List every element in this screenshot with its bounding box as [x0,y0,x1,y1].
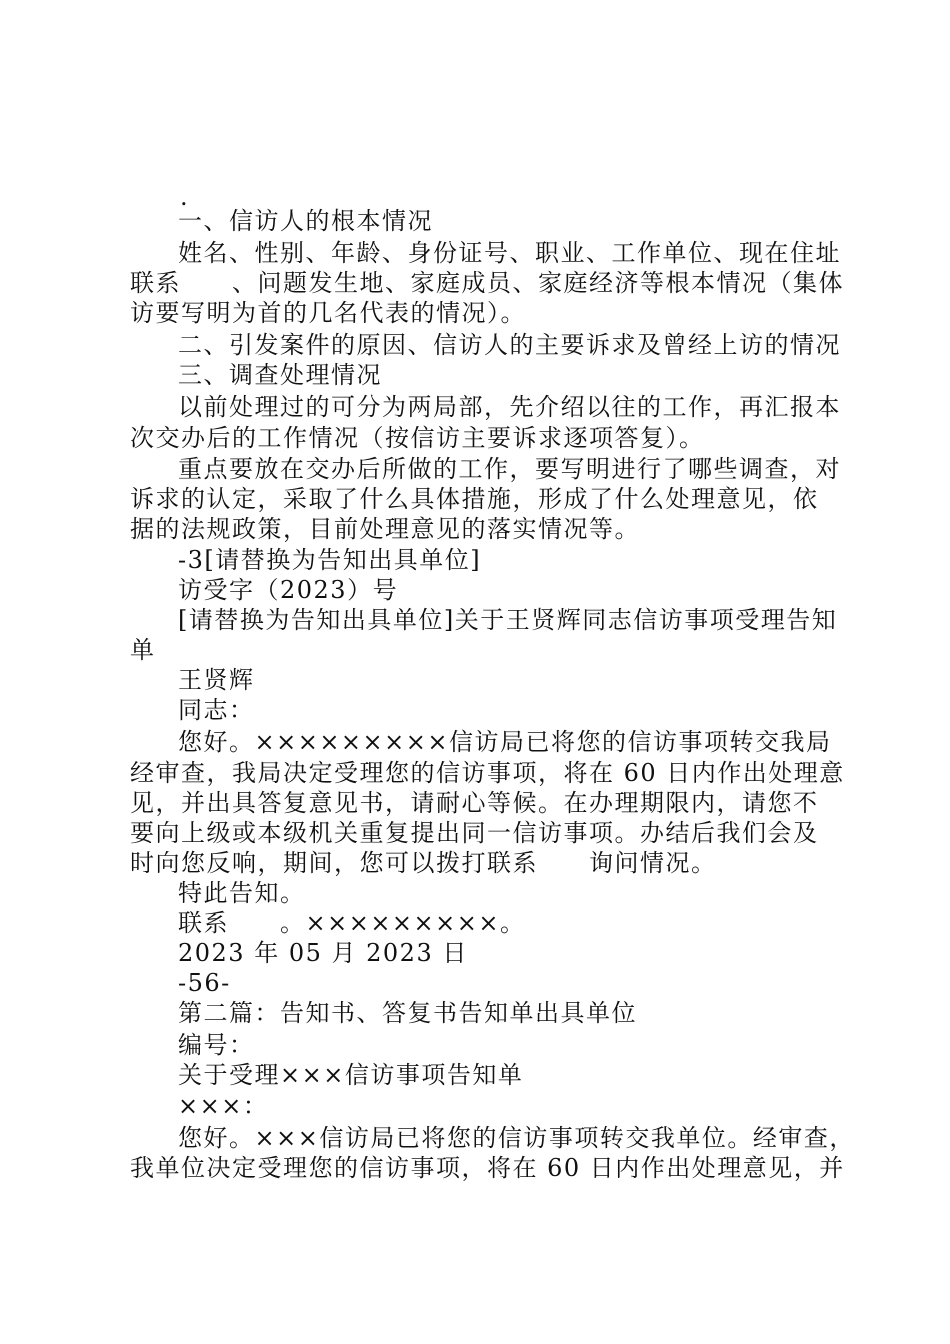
section-heading: 三、调查处理情况 [178,361,382,389]
section-heading: 二、引发案件的原因、信访人的主要诉求及曾经上访的情况 [178,331,841,359]
salutation: ×××： [178,1092,269,1120]
section-heading: 一、信访人的根本情况 [178,207,433,235]
recipient-name: 王贤辉 [178,666,255,694]
text-line: 重点要放在交办后所做的工作，要写明进行了哪些调查，对 [178,455,841,483]
text-line: 诉求的认定，采取了什么具体措施，形成了什么处理意见，依 [130,485,819,513]
text-line: -3[请替换为告知出具单位] [178,546,482,574]
text-line: 据的法规政策，目前处理意见的落实情况等。 [130,515,640,543]
section-heading: 第二篇：告知书、答复书告知单出具单位 [178,999,637,1027]
text-line: 见，并出具答复意见书，请耐心等候。在办理期限内，请您不 [130,789,819,817]
text-line: 您好。×××××××××信访局已将您的信访事项转交我局 [178,728,832,756]
text-line: 次交办后的工作情况（按信访主要诉求逐项答复）。 [130,424,705,452]
text-line: 访要写明为首的几名代表的情况）。 [130,299,526,327]
contact-line: 联系 。×××××××××。 [178,909,526,937]
notice-title: [请替换为告知出具单位]关于王贤辉同志信访事项受理告知 [178,606,838,634]
notice-title: 关于受理×××信访事项告知单 [178,1061,524,1089]
text-line: 要向上级或本级机关重复提出同一信访事项。办结后我们会及 [130,819,819,847]
notice-title: 单 [130,636,156,664]
text-line: 您好。×××信访局已将您的信访事项转交我单位。经审查， [178,1124,855,1152]
document-number: 访受字（2023）号 [178,576,399,604]
text-line: 经审查，我局决定受理您的信访事项，将在 60 日内作出处理意 [130,759,845,787]
salutation: 同志： [178,696,255,724]
page-number: -56- [178,969,231,997]
text-line: 以前处理过的可分为两局部，先介绍以往的工作，再汇报本 [178,393,841,421]
text-line: 联系 、问题发生地、家庭成员、家庭经济等根本情况（集体 [130,269,844,297]
page-marker: . [180,183,188,211]
text-line: 姓名、性别、年龄、身份证号、职业、工作单位、现在住址 [178,239,841,267]
text-line: 特此告知。 [178,879,306,907]
text-line: 时向您反响，期间，您可以拨打联系 询问情况。 [130,849,717,877]
date-line: 2023 年 05 月 2023 日 [178,939,468,967]
text-line: 编号： [178,1031,255,1059]
text-line: 我单位决定受理您的信访事项，将在 60 日内作出处理意见，并 [130,1154,845,1182]
